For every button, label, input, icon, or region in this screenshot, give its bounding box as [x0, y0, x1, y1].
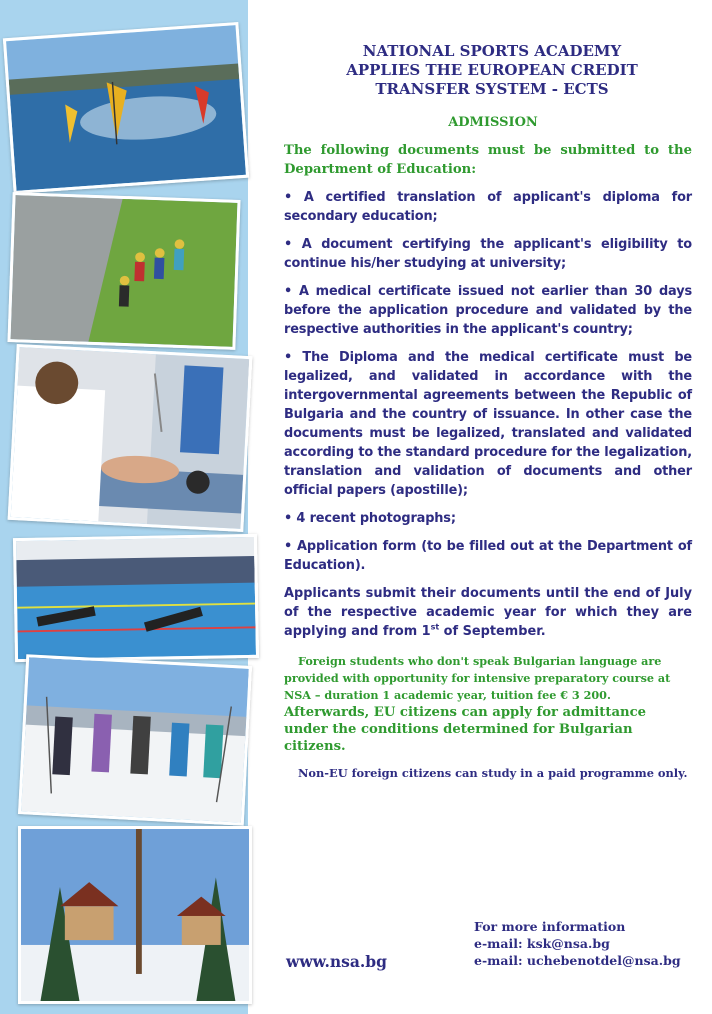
- website-link[interactable]: www.nsa.bg: [286, 952, 387, 971]
- windsurfing-photo: [3, 22, 249, 194]
- winter-chalets-photo: [18, 826, 252, 1004]
- requirement-item: • 4 recent photographs;: [284, 511, 456, 526]
- admission-heading: ADMISSION: [448, 115, 538, 130]
- contact-email-1[interactable]: e-mail: ksk@nsa.bg: [474, 936, 610, 951]
- requirement-item: • A certified translation of applicant's diploma for secondary education;: [284, 190, 692, 224]
- title-line-2: APPLIES THE EUROPEAN CREDIT: [346, 61, 638, 79]
- requirement-item: • A medical certificate issued not earlier than 30 days before the application procedure and validated by the respective authorities in the applicant's country;: [284, 284, 692, 337]
- deadline-text-before: Applicants submit their documents until the end of July of the respective academic year for which they are applying and from 1: [284, 586, 692, 639]
- requirement-item: • Application form (to be filled out at the Department of Education).: [284, 539, 692, 573]
- foreign-students-small: Foreign students who don't speak Bulgarian language are provided with opportunity for intensive preparatory course at NSA – duration 1 academic year, tuition fee € 3 200.: [284, 654, 671, 702]
- foreign-students-big: Afterwards, EU citizens can apply for admittance under the conditions determined for Bulgarian citizens.: [284, 705, 647, 754]
- deadline-sup: st: [430, 622, 440, 632]
- non-eu-text: Non-EU foreign citizens can study in a paid programme only.: [298, 766, 688, 780]
- swimming-pool-photo: [13, 534, 259, 662]
- page-title: [292, 42, 692, 99]
- content-column: [284, 42, 692, 782]
- requirement-item: • The Diploma and the medical certificate must be legalized, and validated in accordance with the intergovernmental agreements between the Republic of Bulgaria and the country of issuance. In other case the documents must be legalized, translated and validated according to the standard procedure for the legalization, translation and validation of documents and other official papers (apostille);: [284, 350, 692, 498]
- title-line-1: NATIONAL SPORTS ACADEMY: [362, 42, 622, 60]
- skiing-group-photo: [18, 654, 252, 826]
- contact-email-2[interactable]: e-mail: uchebenotdel@nsa.bg: [474, 953, 681, 968]
- physiotherapy-photo: [8, 344, 253, 532]
- requirement-item: • A document certifying the applicant's eligibility to continue his/her studying at university;: [284, 237, 692, 271]
- contact-info: [474, 918, 681, 969]
- title-line-3: TRANSFER SYSTEM - ECTS: [375, 80, 609, 98]
- foreign-students-text: [284, 653, 692, 755]
- hiking-group-photo: [7, 192, 240, 350]
- intro-text: The following documents must be submitted to the Department of Education:: [284, 143, 692, 177]
- deadline-text-after: of September.: [439, 624, 546, 639]
- contact-heading: For more information: [474, 919, 626, 934]
- deadline-text: [284, 584, 692, 641]
